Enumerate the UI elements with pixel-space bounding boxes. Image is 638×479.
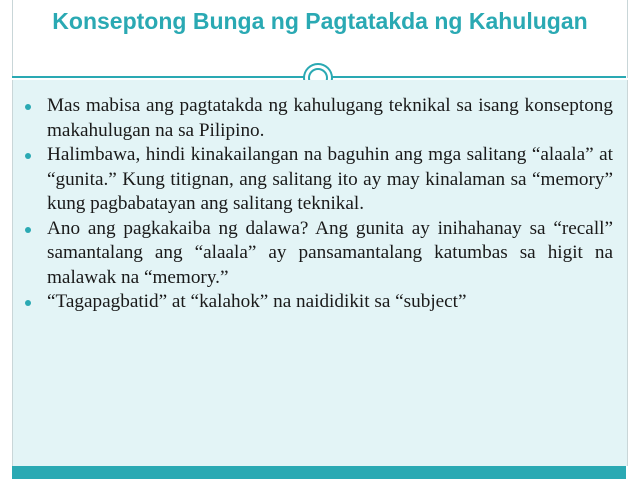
bullet-text: Ano ang pagkakaiba ng dalawa? Ang gunita ay inihahanay sa “recall” samantalang ang “alaala” ay pansamantalang katumbas sa higit na malawak na “memory.” (47, 217, 613, 288)
bullet-item (19, 143, 613, 217)
bullet-text: “Tagapagbatid” at “kalahok” na naididikit sa “subject” (47, 291, 467, 312)
bullet-item (19, 290, 613, 315)
content-area (12, 80, 628, 466)
bullet-dot-icon (25, 300, 31, 306)
bottom-accent-bar (12, 466, 626, 479)
slide-title: Konseptong Bunga ng Pagtatakda ng Kahulugan (52, 8, 588, 34)
bullet-dot-icon (25, 227, 31, 233)
bullet-dot-icon (25, 153, 31, 159)
bullet-text: Halimbawa, hindi kinakailangan na baguhin ang mga salitang “alaala” at “gunita.” Kung titignan, ang salitang ito ay may kinalaman sa “memory” kung pagbabatayan ang salitang teknikal. (47, 144, 613, 214)
bullet-dot-icon (25, 104, 31, 110)
bullet-list (13, 80, 627, 315)
bullet-item (19, 94, 613, 143)
bullet-item (19, 217, 613, 291)
bullet-text: Mas mabisa ang pagtatakda ng kahulugang teknikal sa isang konseptong makahulugan na sa Pilipino. (47, 95, 613, 141)
